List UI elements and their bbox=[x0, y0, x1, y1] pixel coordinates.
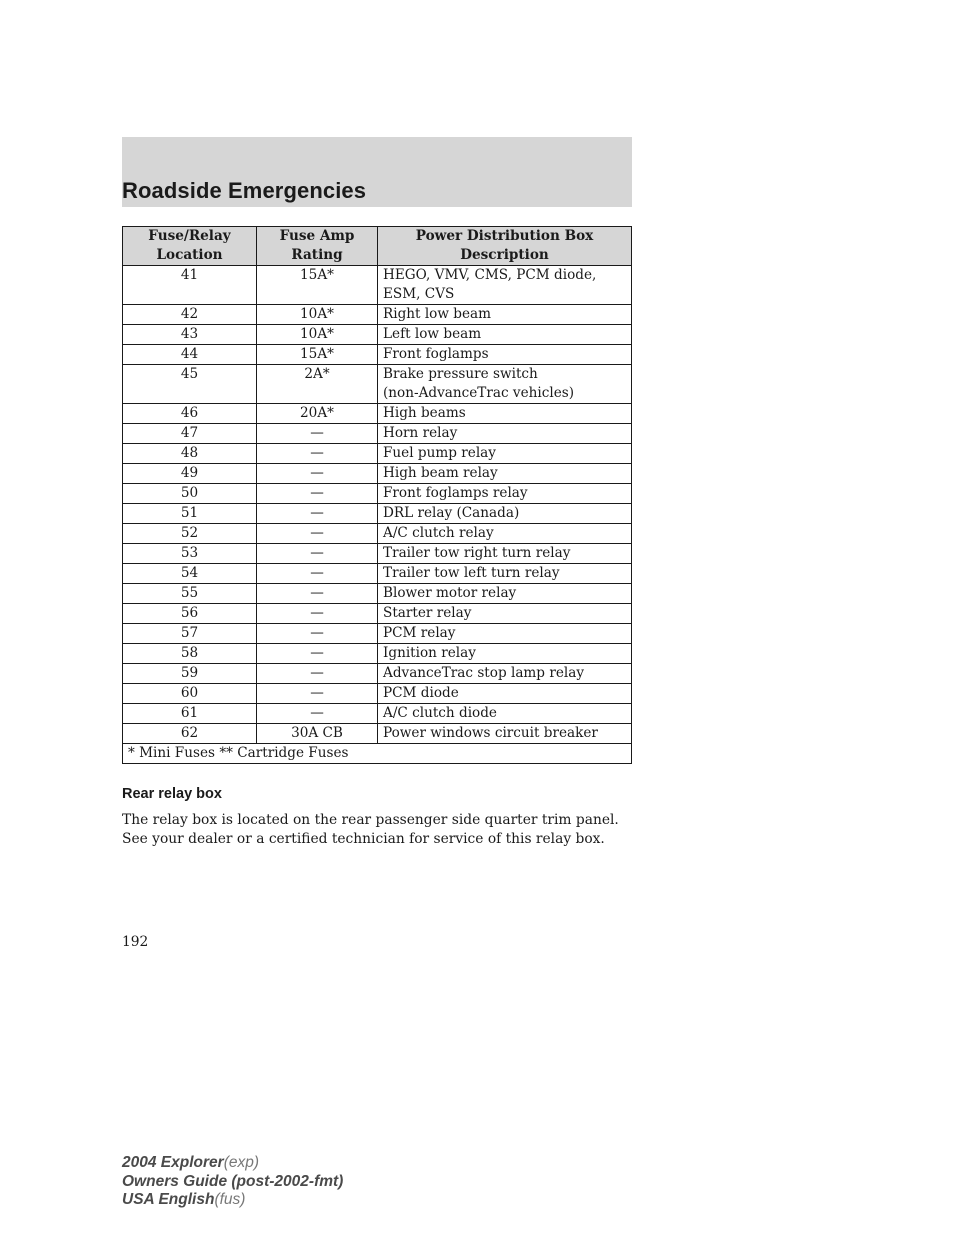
table-header-row bbox=[123, 227, 632, 266]
table-row bbox=[123, 325, 632, 345]
rear-relay-box-text bbox=[122, 811, 642, 849]
table-row bbox=[123, 404, 632, 424]
cell-description bbox=[378, 704, 632, 724]
footer-line bbox=[122, 1154, 343, 1173]
table-row bbox=[123, 584, 632, 604]
cell-location: 55 bbox=[123, 584, 257, 604]
cell-rating: 15A* bbox=[257, 266, 378, 305]
description-line: (non-AdvanceTrac vehicles) bbox=[383, 385, 575, 401]
description-line: PCM relay bbox=[383, 625, 456, 641]
table-row bbox=[123, 724, 632, 744]
cell-location: 57 bbox=[123, 624, 257, 644]
cell-rating: 30A CB bbox=[257, 724, 378, 744]
table-row bbox=[123, 266, 632, 305]
cell-rating: — bbox=[257, 424, 378, 444]
cell-rating: — bbox=[257, 564, 378, 584]
table-row bbox=[123, 345, 632, 365]
table-footnote: * Mini Fuses ** Cartridge Fuses bbox=[123, 744, 632, 764]
cell-location: 56 bbox=[123, 604, 257, 624]
cell-location: 49 bbox=[123, 464, 257, 484]
cell-location: 48 bbox=[123, 444, 257, 464]
cell-rating: 10A* bbox=[257, 305, 378, 325]
document-footer bbox=[122, 1154, 343, 1210]
cell-rating: — bbox=[257, 704, 378, 724]
table-row bbox=[123, 524, 632, 544]
cell-description bbox=[378, 404, 632, 424]
cell-rating: — bbox=[257, 484, 378, 504]
footer-model: 2004 Explorer bbox=[122, 1154, 224, 1171]
cell-rating: 10A* bbox=[257, 325, 378, 345]
cell-rating: — bbox=[257, 444, 378, 464]
cell-location: 61 bbox=[123, 704, 257, 724]
cell-location: 45 bbox=[123, 365, 257, 404]
cell-rating: — bbox=[257, 504, 378, 524]
cell-location: 58 bbox=[123, 644, 257, 664]
section-title: Roadside Emergencies bbox=[122, 178, 367, 203]
description-line: Right low beam bbox=[383, 306, 492, 322]
cell-rating: — bbox=[257, 624, 378, 644]
column-header-rating-text: Fuse Amp Rating bbox=[279, 228, 355, 263]
cell-rating: — bbox=[257, 684, 378, 704]
cell-location: 46 bbox=[123, 404, 257, 424]
column-header-location bbox=[123, 227, 257, 266]
footer-language-code: (fus) bbox=[214, 1191, 246, 1208]
cell-rating: 2A* bbox=[257, 365, 378, 404]
page-number: 192 bbox=[122, 934, 149, 950]
column-header-description bbox=[378, 227, 632, 266]
cell-description bbox=[378, 325, 632, 345]
cell-location: 47 bbox=[123, 424, 257, 444]
cell-description bbox=[378, 684, 632, 704]
body-line: See your dealer or a certified technician for service of this relay box. bbox=[122, 831, 605, 847]
description-line: Fuel pump relay bbox=[383, 445, 496, 461]
column-header-rating bbox=[257, 227, 378, 266]
table-row bbox=[123, 424, 632, 444]
cell-location: 59 bbox=[123, 664, 257, 684]
description-line: PCM diode bbox=[383, 685, 459, 701]
description-line: Trailer tow right turn relay bbox=[383, 545, 571, 561]
description-line: Horn relay bbox=[383, 425, 458, 441]
cell-description bbox=[378, 644, 632, 664]
table-row bbox=[123, 624, 632, 644]
cell-description bbox=[378, 504, 632, 524]
rear-relay-box-heading: Rear relay box bbox=[122, 786, 222, 802]
description-line: High beams bbox=[383, 405, 466, 421]
column-header-description-text: Power Distribution Box Description bbox=[415, 228, 594, 263]
cell-location: 52 bbox=[123, 524, 257, 544]
footer-guide: Owners Guide (post-2002-fmt) bbox=[122, 1172, 344, 1190]
description-line: Ignition relay bbox=[383, 645, 476, 661]
cell-location: 51 bbox=[123, 504, 257, 524]
cell-rating: 20A* bbox=[257, 404, 378, 424]
cell-rating: — bbox=[257, 584, 378, 604]
description-line: A/C clutch diode bbox=[383, 705, 497, 721]
description-line: Blower motor relay bbox=[383, 585, 517, 601]
footer-line bbox=[122, 1191, 343, 1210]
cell-description bbox=[378, 524, 632, 544]
table-row bbox=[123, 684, 632, 704]
table-row bbox=[123, 664, 632, 684]
body-line: The relay box is located on the rear passenger side quarter trim panel. bbox=[122, 812, 619, 828]
cell-location: 50 bbox=[123, 484, 257, 504]
table-row bbox=[123, 504, 632, 524]
cell-description bbox=[378, 604, 632, 624]
fuse-table bbox=[122, 226, 632, 764]
column-header-location-text: Fuse/Relay Location bbox=[148, 228, 231, 263]
cell-rating: — bbox=[257, 604, 378, 624]
description-line: Front foglamps relay bbox=[383, 485, 528, 501]
cell-location: 41 bbox=[123, 266, 257, 305]
cell-description bbox=[378, 345, 632, 365]
table-row bbox=[123, 305, 632, 325]
cell-description bbox=[378, 664, 632, 684]
description-line: Left low beam bbox=[383, 326, 482, 342]
cell-location: 60 bbox=[123, 684, 257, 704]
cell-rating: — bbox=[257, 644, 378, 664]
footer-line bbox=[122, 1173, 343, 1192]
footer-model-code: (exp) bbox=[223, 1154, 260, 1171]
description-line: DRL relay (Canada) bbox=[383, 505, 520, 521]
cell-rating: — bbox=[257, 664, 378, 684]
cell-description bbox=[378, 305, 632, 325]
cell-description bbox=[378, 365, 632, 404]
cell-location: 62 bbox=[123, 724, 257, 744]
description-line: High beam relay bbox=[383, 465, 498, 481]
cell-description bbox=[378, 624, 632, 644]
cell-location: 42 bbox=[123, 305, 257, 325]
description-line: A/C clutch relay bbox=[383, 525, 494, 541]
cell-description bbox=[378, 544, 632, 564]
description-line: HEGO, VMV, CMS, PCM diode, bbox=[383, 267, 597, 283]
cell-location: 44 bbox=[123, 345, 257, 365]
cell-description bbox=[378, 584, 632, 604]
description-line: Front foglamps bbox=[383, 346, 489, 362]
cell-rating: 15A* bbox=[257, 345, 378, 365]
table-row bbox=[123, 464, 632, 484]
description-line: Trailer tow left turn relay bbox=[383, 565, 560, 581]
cell-location: 43 bbox=[123, 325, 257, 345]
cell-description bbox=[378, 266, 632, 305]
cell-description bbox=[378, 464, 632, 484]
description-line: Power windows circuit breaker bbox=[383, 725, 598, 741]
table-row bbox=[123, 604, 632, 624]
footer-language: USA English bbox=[122, 1191, 215, 1208]
cell-description bbox=[378, 564, 632, 584]
description-line: AdvanceTrac stop lamp relay bbox=[383, 665, 585, 681]
cell-rating: — bbox=[257, 464, 378, 484]
cell-location: 54 bbox=[123, 564, 257, 584]
table-row bbox=[123, 644, 632, 664]
cell-description bbox=[378, 484, 632, 504]
cell-description bbox=[378, 424, 632, 444]
table-row bbox=[123, 365, 632, 404]
cell-location: 53 bbox=[123, 544, 257, 564]
fuse-table-body bbox=[123, 266, 632, 744]
table-row bbox=[123, 564, 632, 584]
cell-rating: — bbox=[257, 524, 378, 544]
cell-description bbox=[378, 724, 632, 744]
table-row bbox=[123, 704, 632, 724]
description-line: Starter relay bbox=[383, 605, 472, 621]
description-line: ESM, CVS bbox=[383, 286, 455, 302]
cell-description bbox=[378, 444, 632, 464]
table-row bbox=[123, 444, 632, 464]
table-row bbox=[123, 544, 632, 564]
cell-rating: — bbox=[257, 544, 378, 564]
table-row bbox=[123, 484, 632, 504]
table-footnote-row bbox=[123, 744, 632, 764]
description-line: Brake pressure switch bbox=[383, 366, 538, 382]
